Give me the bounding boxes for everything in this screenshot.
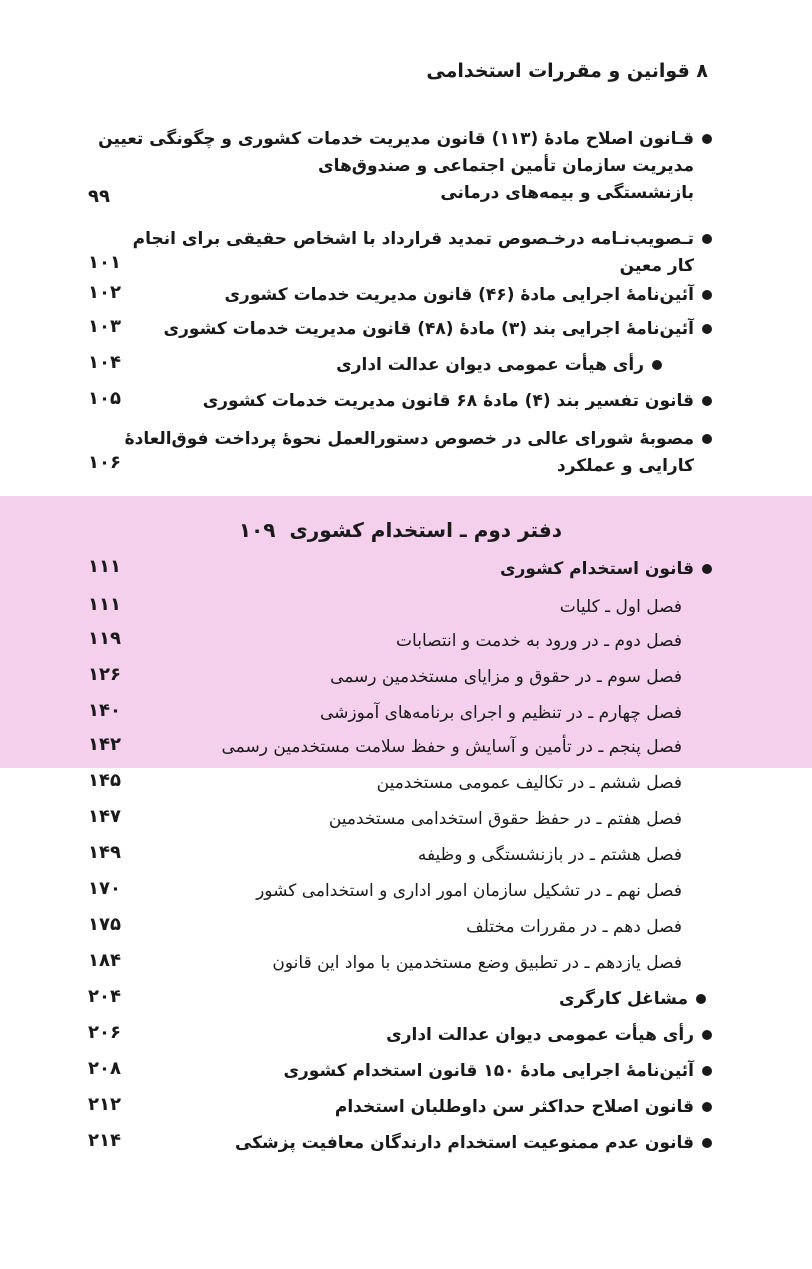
bullet-icon bbox=[702, 290, 712, 300]
page-number: ۱۰۱ bbox=[88, 252, 121, 273]
bullet-icon bbox=[702, 1030, 712, 1040]
page-number: ۱۱۱ bbox=[88, 556, 121, 577]
page-number: ۱۰۲ bbox=[88, 282, 121, 303]
bullet-icon bbox=[702, 324, 712, 334]
bullet-icon bbox=[696, 994, 706, 1004]
chapter-entry: فصل یازدهم ـ در تطبیق وضع مستخدمین با مواد این قانون bbox=[272, 953, 682, 973]
page-number: ۲۰۴ bbox=[88, 986, 121, 1007]
page-number: ۱۱۹ bbox=[88, 628, 121, 649]
toc-entry: قانون استخدام کشوری bbox=[500, 556, 712, 583]
toc-entry: آئین‌نامهٔ اجرایی مادهٔ (۴۶) قانون مدیریت خدمات کشوری bbox=[224, 282, 712, 309]
page-number: ۱۴۹ bbox=[88, 842, 121, 863]
page-number: ۱۴۲ bbox=[88, 734, 121, 755]
page-number: ۱۷۰ bbox=[88, 878, 121, 899]
chapter-entry: فصل دوم ـ در ورود به خدمت و انتصابات bbox=[396, 631, 682, 651]
page-number: ۱۰۴ bbox=[88, 352, 121, 373]
bullet-icon bbox=[702, 1138, 712, 1148]
page-number: ۲۰۸ bbox=[88, 1058, 121, 1079]
part-title: دفتر دوم ـ استخدام کشوری۱۰۹ bbox=[238, 518, 562, 542]
chapter-entry: فصل سوم ـ در حقوق و مزایای مستخدمین رسمی bbox=[330, 667, 682, 687]
bullet-icon bbox=[652, 360, 662, 370]
chapter-entry: فصل اول ـ کلیات bbox=[559, 597, 682, 617]
toc-entry: آئین‌نامهٔ اجرایی مادهٔ ۱۵۰ قانون استخدام کشوری bbox=[283, 1058, 712, 1085]
toc-entry: قانون عدم ممنوعیت استخدام دارندگان معافیت پزشکی bbox=[235, 1130, 712, 1157]
page-number: ۲۱۴ bbox=[88, 1130, 121, 1151]
bullet-icon bbox=[702, 1066, 712, 1076]
bullet-icon bbox=[702, 396, 712, 406]
page-number: ۱۰۳ bbox=[88, 316, 121, 337]
toc-entry: مصوبهٔ شورای عالی در خصوص دستورالعمل نحوهٔ پرداخت فوق‌العادهٔ کارایی و عملکرد bbox=[125, 426, 712, 480]
page-number: ۹۹ bbox=[88, 186, 110, 207]
page-header: ۸ قوانین و مقررات استخدامی bbox=[426, 60, 708, 82]
toc-entry: مشاغل کارگری bbox=[559, 986, 706, 1013]
page-number: ۲۰۶ bbox=[88, 1022, 121, 1043]
page-number: ۱۰۵ bbox=[88, 388, 121, 409]
toc-entry: تـصویب‌نـامه درخـصوص تمدید قرارداد با اشخاص حقیقی برای انجام کار معین bbox=[133, 226, 712, 280]
bullet-icon bbox=[702, 134, 712, 144]
chapter-entry: فصل هفتم ـ در حفظ حقوق استخدامی مستخدمین bbox=[328, 809, 682, 829]
page-number: ۲۱۲ bbox=[88, 1094, 121, 1115]
toc-entry: قـانون اصلاح مادهٔ (۱۱۳) قانون مدیریت خدمات کشوری و چگونگی تعیین مدیریت سازمان تأمین اجتماعی و صندوق‌های بازنشستگی و بیمه‌های درمانی bbox=[98, 126, 712, 207]
page-number: ۱۱۱ bbox=[88, 594, 121, 615]
chapter-entry: فصل پنجم ـ در تأمین و آسایش و حفظ سلامت مستخدمین رسمی bbox=[221, 737, 682, 757]
page-number: ۱۲۶ bbox=[88, 664, 121, 685]
chapter-entry: فصل دهم ـ در مقررات مختلف bbox=[466, 917, 682, 937]
toc-entry: رأی هیأت عمومی دیوان عدالت اداری bbox=[386, 1022, 712, 1049]
toc-entry: رأی هیأت عمومی دیوان عدالت اداری bbox=[336, 352, 662, 379]
page-number: ۱۷۵ bbox=[88, 914, 121, 935]
bullet-icon bbox=[702, 234, 712, 244]
page-number: ۱۴۵ bbox=[88, 770, 121, 791]
page-number: ۱۸۴ bbox=[88, 950, 121, 971]
page-number: ۱۴۰ bbox=[88, 700, 121, 721]
page-number: ۱۴۷ bbox=[88, 806, 121, 827]
chapter-entry: فصل نهم ـ در تشکیل سازمان امور اداری و استخدامی کشور bbox=[256, 881, 682, 901]
page-number: ۱۰۶ bbox=[88, 452, 121, 473]
chapter-entry: فصل چهارم ـ در تنظیم و اجرای برنامه‌های آموزشی bbox=[319, 703, 682, 723]
bullet-icon bbox=[702, 1102, 712, 1112]
chapter-entry: فصل ششم ـ در تکالیف عمومی مستخدمین bbox=[376, 773, 682, 793]
toc-entry: قانون اصلاح حداکثر سن داوطلبان استخدام bbox=[335, 1094, 712, 1121]
bullet-icon bbox=[702, 434, 712, 444]
toc-entry: قانون تفسیر بند (۴) مادهٔ ۶۸ قانون مدیریت خدمات کشوری bbox=[203, 388, 712, 415]
chapter-entry: فصل هشتم ـ در بازنشستگی و وظیفه bbox=[417, 845, 682, 865]
toc-entry: آئین‌نامهٔ اجرایی بند (۳) مادهٔ (۴۸) قانون مدیریت خدمات کشوری bbox=[164, 316, 712, 343]
bullet-icon bbox=[702, 564, 712, 574]
